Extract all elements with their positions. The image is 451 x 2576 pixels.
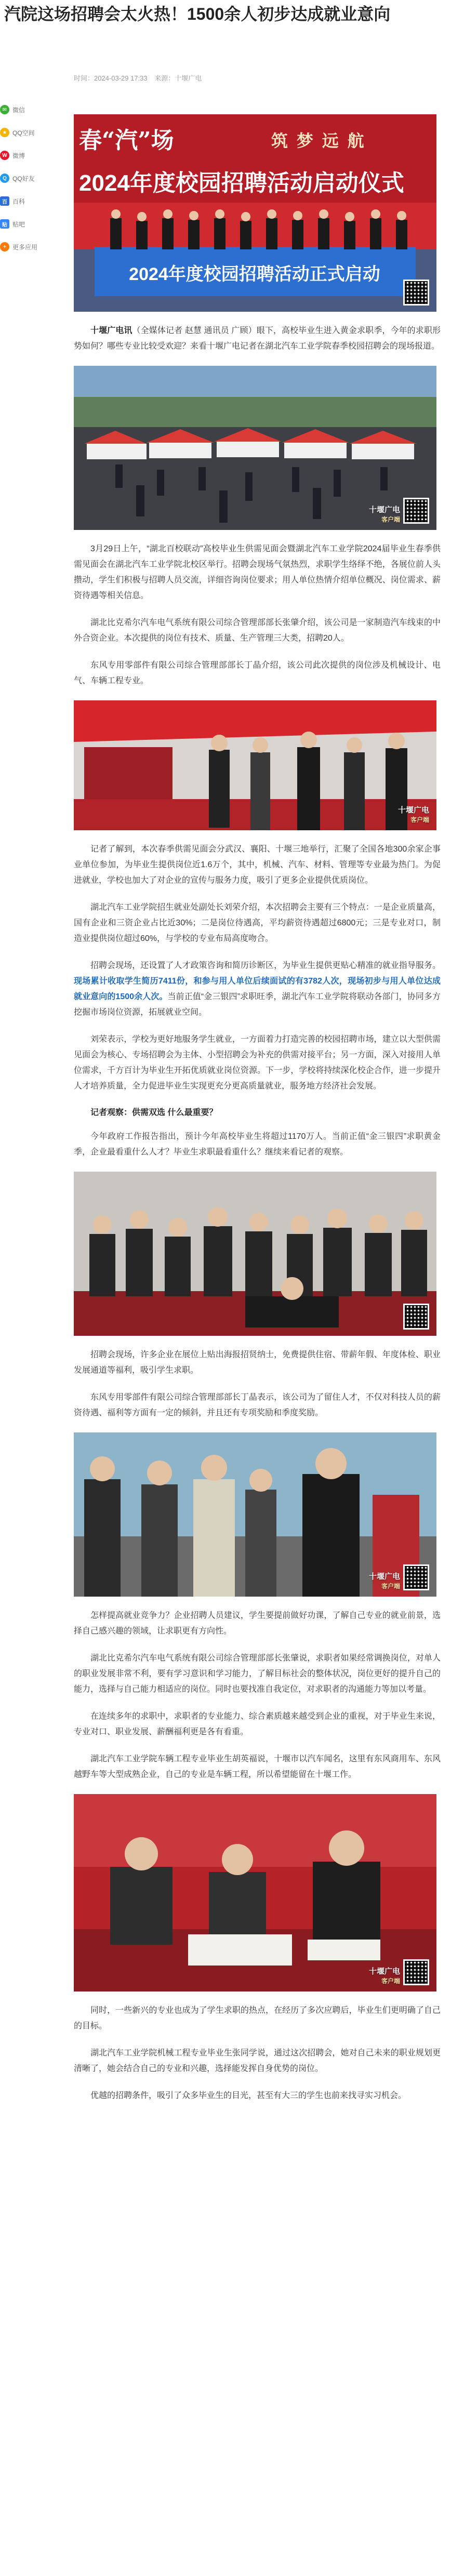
wechat-icon: ✉ [0, 105, 9, 114]
share-label: 贴吧 [12, 220, 25, 228]
share-label: 百科 [12, 197, 25, 205]
paragraph: 在连续多年的求职中，求职者的专业能力、综合素质越来越受到企业的重视，对于毕业生来说，专业对口、职业发展、薪酬福利更是各有看重。 [74, 1712, 441, 1736]
qq-icon: Q [0, 174, 9, 183]
paragraph: 湖北比克希尔汽车电气系统有限公司综合管理部部长张肇介绍，该公司是一家制造汽车线束的中外合资企业。本次提供的岗位有技术、质量、生产管理三大类，招聘20人。 [74, 618, 441, 643]
article-title: 汽院这场招聘会太火热！1500余人初步达成就业意向 [4, 5, 391, 23]
share-sidebar [0, 104, 57, 264]
booth-scene [74, 700, 436, 830]
banner-slogan: 筑 梦 远 航 [271, 131, 366, 150]
paragraph-text: 当前正值“金三银四”求职旺季，湖北汽车工业学院将联动各部门，协同多方挖掘市场岗位资源，拓展就业空间。 [74, 992, 441, 1017]
baike-icon: 百 [0, 196, 9, 206]
paragraph: 怎样提高就业竞争力？企业招聘人员建议，学生要提前做好功课，了解自己专业的就业前景，选择自己感兴趣的领域，让求职更有方向性。 [74, 1611, 441, 1636]
paragraph: 招聘会现场，许多企业在展位上贴出海报招贤纳士，免费提供住宿、带薪年假、年度体检、职业发展通道等福利，吸引学生求职。 [74, 1350, 441, 1375]
banner-main: 2024年度校园招聘活动启动仪式 [79, 170, 404, 196]
qr-code-icon [403, 1564, 429, 1590]
crowd-scene [74, 1172, 436, 1336]
paragraph [74, 958, 441, 1020]
paragraph: 东风专用零部件有限公司综合管理部部长丁晶表示，该公司为了留住人才，不仅对科技人员的薪资待遇、福利等方面有一定的倾斜，并且还有专项奖励和季度奖励。 [74, 1393, 441, 1417]
share-label: QQ空间 [12, 129, 35, 137]
share-qq[interactable] [0, 172, 57, 184]
board-text: 2024年度校园招聘活动正式启动 [129, 264, 380, 284]
section-subhead: 记者观察：供需双选 什么最重要？ [90, 1108, 218, 1117]
paragraph-text: （全媒体记者 赵慧 通讯员 广顾）眼下，高校毕业生进入黄金求职季，今年的求职形势如何？哪些专业比较受欢迎？来看十堰广电记者在湖北汽车工业学院春季校园招聘会的现场报道。 [74, 326, 441, 351]
qr-code-icon [403, 498, 429, 524]
paragraph: 记者了解到，本次春季供需见面会分武汉、襄阳、十堰三地举行，汇聚了全国各地300余家企事业单位参加，为毕业生提供岗位近1.6万个，其中，机械、汽车、材料、管理等专业最为热门。为促进就业，学校也加大了对企业的宣传与服务力度，吸引了更多企业提供优质岗位。 [74, 845, 441, 885]
article-meta [74, 73, 207, 83]
photo-job-fair-overview [74, 366, 436, 530]
paragraph: 3月29日上午，“湖北百校联动”高校毕业生供需见面会暨湖北汽车工业学院2024届毕业生春季供需见面会在湖北汽车工业学院北校区举行。招聘会现场气氛热烈，求职学生络绎不绝，各展位前人头攒动，学生们积极与招聘人员交流，详细咨询岗位要求；用人单位热情介绍单位概况、岗位需求、薪资待遇等相关信息。 [74, 545, 441, 600]
watermark-sub: 客户端 [381, 516, 400, 523]
photo-resume-review [74, 1794, 436, 1991]
paragraph: 湖北汽车工业学院机械工程专业毕业生张同学说，通过这次招聘会，她对自己未来的职业规划更清晰了，她会结合自己的专业和兴趣，选择能发挥自身优势的岗位。 [74, 2049, 441, 2073]
resume-scene [74, 1794, 436, 1991]
more-icon: + [0, 242, 9, 251]
qzone-icon: ★ [0, 128, 9, 137]
watermark-sub: 客户端 [410, 816, 429, 824]
qr-code-icon [403, 1959, 429, 1985]
news-lead: 十堰广电讯 [90, 326, 132, 335]
share-more[interactable] [0, 241, 57, 253]
photo-booth-consultation [74, 700, 436, 830]
watermark-text: 十堰广电 [397, 806, 429, 815]
qr-code-icon [403, 1304, 429, 1330]
paragraph: 湖北汽车工业学院招生就业处副处长刘荣介绍，本次招聘会主要有三个特点：一是企业质量高，国有企业和三资企业占比近30%；二是岗位待遇高，平均薪资待遇超过6800元；三是专业对口，制造业提供岗位超过60%，与学校的专业布局高度吻合。 [74, 903, 441, 943]
watermark [398, 804, 429, 824]
photo-ceremony [74, 114, 436, 312]
banner-top: 春“汽”场 [79, 127, 174, 154]
article-body [74, 114, 441, 2115]
tieba-icon: 贴 [0, 219, 9, 229]
share-tieba[interactable] [0, 218, 57, 230]
share-label: 更多应用 [12, 243, 38, 251]
article-source: 来源：十堰广电 [154, 74, 202, 82]
weibo-icon: W [0, 151, 9, 160]
share-label: 微信 [12, 106, 25, 114]
watermark-sub: 客户端 [381, 1977, 400, 1985]
paragraph-text: 招聘会现场，还设置了人才政策咨询和简历诊断区，为毕业生提供更贴心精准的就业指导服务。 [90, 961, 441, 970]
paragraph: 湖北汽车工业学院车辆工程专业毕业生胡英福说，十堰市以汽车闻名，这里有东风商用车、东风越野车等大型成熟企业，自己的专业是车辆工程，所以希望能留在十堰工作。 [74, 1755, 441, 1779]
paragraph: 东风专用零部件有限公司综合管理部部长丁晶介绍，该公司此次提供的岗位涉及机械设计、电气、车辆工程专业。 [74, 661, 441, 685]
watermark-sub: 客户端 [381, 1583, 400, 1590]
share-wechat[interactable] [0, 104, 57, 115]
paragraph: 优越的招聘条件，吸引了众多毕业生的目光，甚至有大三的学生也前来找寻实习机会。 [90, 2091, 407, 2100]
publish-time: 时间：2024-03-29 17:33 [74, 74, 148, 82]
share-label: 微博 [12, 152, 25, 160]
share-qzone[interactable] [0, 127, 57, 138]
watermark [369, 504, 400, 524]
share-weibo[interactable] [0, 150, 57, 161]
paragraph: 刘荣表示，学校为更好地服务学生就业，一方面着力打造完善的校园招聘市场，建立以大型供需见面会为核心、专场招聘会为主体、小型招聘会为补充的供需对接平台；另一方面，深入对接用人单位需求，千方百计为毕业生开拓优质就业岗位资源。下一步，学校将持续深化校企合作，进一步提升人才培养质量，全力促进毕业生实现更充分更高质量就业，服务地方经济社会发展。 [74, 1035, 441, 1091]
watermark [369, 1571, 400, 1590]
watermark [369, 1966, 400, 1985]
paragraph: 湖北比克希尔汽车电气系统有限公司综合管理部部长张肇说，求职者如果经常调换岗位，对单人的职业发展非常不利，要有学习意识和学习能力，了解目标社会的整体状况，岗位更好的提升自己的能力，选择与自己能力相适应的岗位。同时也要找准自我定位，对求职者的沟通能力等加以考量。 [74, 1654, 441, 1694]
photo-crowd-booth [74, 1172, 436, 1336]
qr-code-icon [403, 280, 429, 306]
share-label: QQ好友 [12, 175, 35, 182]
paragraph: 今年政府工作报告指出，预计今年高校毕业生将超过1170万人。当前正值“金三银四”求职黄金季，企业最看重什么人才？毕业生求职最看重什么？继续来看记者的观察。 [74, 1132, 441, 1157]
watermark-text: 十堰广电 [368, 1967, 400, 1976]
highlight-text: 现场累计收取学生简历7411份，和参与用人单位后续面试的有3782人次，现场初步与用人单位达成就业意向的1500余人次。 [74, 977, 441, 1001]
paragraph [74, 323, 441, 354]
share-baike[interactable] [0, 195, 57, 207]
paragraph: 同时，一些新兴的专业也成为了学生求职的热点，在经历了多次应聘后，毕业生们更明确了自己的目标。 [74, 2006, 441, 2030]
watermark-text: 十堰广电 [368, 506, 400, 514]
watermark-text: 十堰广电 [368, 1572, 400, 1581]
photo-interview [74, 1432, 436, 1597]
